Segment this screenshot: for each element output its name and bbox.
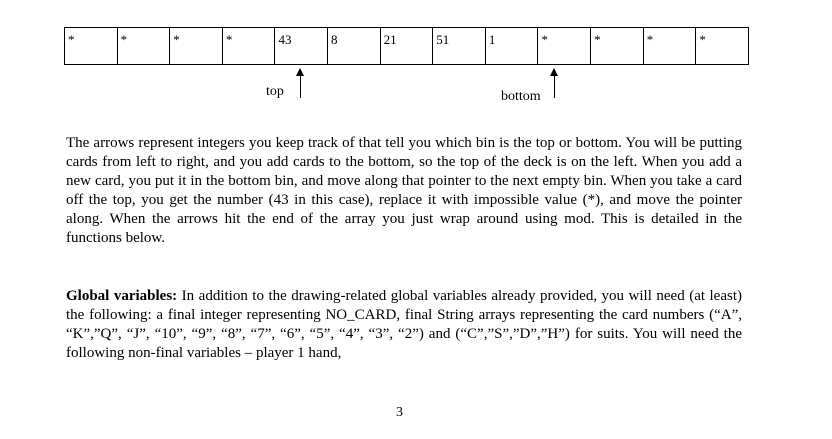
global-variables-body: In addition to the drawing-related global variables already provided, you will need (at least) the following: a final integer representing NO_CARD, final String arrays representing the card numbers (“A”, “K”,”Q”, “J”, “10”, “9”, “8”, “7”, “6”, “5”, “4”, “3”, “2”) and (“C”,”S”,”D”,”H”) for suits. You will need the following non-final variables – player 1 hand, [66, 288, 742, 361]
array-cell: * [643, 28, 696, 64]
array-cell: * [695, 28, 748, 64]
top-pointer-label: top [266, 84, 284, 99]
array-cell: * [222, 28, 275, 64]
array-cell: 1 [485, 28, 538, 64]
array-cell: * [117, 28, 170, 64]
array-cell: 8 [327, 28, 380, 64]
array-cell: * [68, 32, 75, 47]
array-cell: * [169, 28, 222, 64]
array-cell: 43 [274, 28, 327, 64]
card-array-diagram [64, 27, 749, 65]
global-variables-paragraph [66, 287, 742, 363]
array-cell: * [537, 28, 590, 64]
explanation-paragraph: The arrows represent integers you keep track of that tell you which bin is the top or bottom. You will be putting cards from left to right, and you add cards to the bottom, so the top of the deck is on the left. When you add a new card, you put it in the bottom bin, and move along that pointer to the next empty bin. When you take a card off the top, you get the number (43 in this case), replace it with impossible value (*), and move the pointer along. When the arrows hit the end of the array you just wrap around using mod. This is detailed in the functions below. [66, 135, 742, 246]
array-cell: 21 [380, 28, 433, 64]
array-cell: * [590, 28, 643, 64]
page-number: 3 [396, 405, 403, 420]
bottom-pointer-label: bottom [501, 89, 541, 104]
global-variables-heading: Global variables: [66, 288, 178, 304]
array-cell: 51 [432, 28, 485, 64]
